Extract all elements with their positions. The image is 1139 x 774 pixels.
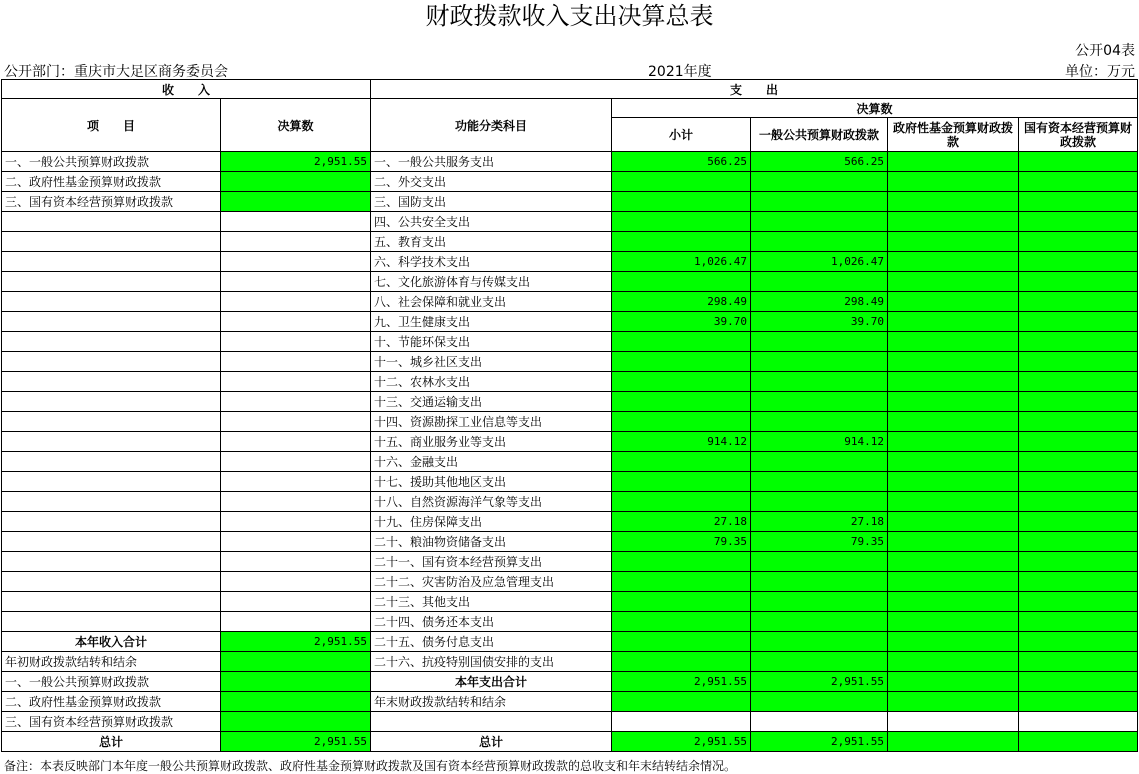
- expense-state-capital: [1019, 632, 1138, 652]
- expense-general: [751, 612, 888, 632]
- table-row: [2, 332, 1138, 352]
- expense-state-capital: [1019, 652, 1138, 672]
- expense-gov-fund: [888, 312, 1019, 332]
- expense-gov-fund: [888, 252, 1019, 272]
- expense-subtotal: [612, 392, 751, 412]
- beginning-sub-value: [221, 672, 371, 692]
- expense-gov-fund: [888, 612, 1019, 632]
- expense-label: 五、教育支出: [371, 232, 612, 252]
- expense-state-capital: [1019, 412, 1138, 432]
- expense-state-capital: [1019, 532, 1138, 552]
- income-label-empty: [2, 352, 221, 372]
- expense-state-capital: [1019, 152, 1138, 172]
- expense-label: 二十、粮油物资储备支出: [371, 532, 612, 552]
- expense-total-subtotal: 2,951.55: [612, 672, 751, 692]
- expense-label: 二十四、债务还本支出: [371, 612, 612, 632]
- expense-general: [751, 492, 888, 512]
- expense-general: [751, 372, 888, 392]
- income-label: 二、政府性基金预算财政拨款: [2, 172, 221, 192]
- expense-state-capital: [1019, 352, 1138, 372]
- beginning-sub-label: 三、国有资本经营预算财政拨款: [2, 712, 221, 732]
- expense-general: [751, 472, 888, 492]
- expense-state-capital: [1019, 452, 1138, 472]
- expense-general: [751, 232, 888, 252]
- expense-state-capital: [1019, 192, 1138, 212]
- income-value-empty: [221, 312, 371, 332]
- expense-subtotal: [612, 172, 751, 192]
- expense-subtotal: [612, 232, 751, 252]
- expense-label: 十八、自然资源海洋气象等支出: [371, 492, 612, 512]
- expense-subtotal: 79.35: [612, 532, 751, 552]
- income-value-empty: [221, 292, 371, 312]
- table-row: [2, 312, 1138, 332]
- income-label-empty: [2, 552, 221, 572]
- expense-gov-fund: [888, 632, 1019, 652]
- income-label-empty: [2, 532, 221, 552]
- income-value-empty: [221, 252, 371, 272]
- expense-state-capital: [1019, 492, 1138, 512]
- beginning-sub-value: [221, 712, 371, 732]
- income-value-empty: [221, 212, 371, 232]
- expense-label: 二十一、国有资本经营预算支出: [371, 552, 612, 572]
- blank-subtotal: [612, 712, 751, 732]
- expense-gov-fund: [888, 492, 1019, 512]
- expense-label: 四、公共安全支出: [371, 212, 612, 232]
- expense-subtotal: 298.49: [612, 292, 751, 312]
- table-row: [2, 672, 1138, 692]
- expense-gov-fund: [888, 272, 1019, 292]
- expense-state-capital: [1019, 612, 1138, 632]
- expense-header: 支 出: [371, 80, 1138, 99]
- final-header: 决算数: [612, 99, 1138, 118]
- blank-state-capital: [1019, 712, 1138, 732]
- income-value-empty: [221, 552, 371, 572]
- table-row: [2, 192, 1138, 212]
- beginning-balance-value: [221, 652, 371, 672]
- table-row: [2, 392, 1138, 412]
- table-row: [2, 352, 1138, 372]
- expense-subtotal: [612, 352, 751, 372]
- expense-label: 二十二、灾害防治及应急管理支出: [371, 572, 612, 592]
- expense-label: 十五、商业服务业等支出: [371, 432, 612, 452]
- expense-state-capital: [1019, 572, 1138, 592]
- item-header: 项 目: [2, 99, 221, 152]
- ending-balance-label: 年末财政拨款结转和结余: [371, 692, 612, 712]
- department-label: 公开部门：重庆市大足区商务委员会: [4, 64, 228, 80]
- report-title: 财政拨款收入支出决算总表: [425, 2, 714, 30]
- expense-state-capital: [1019, 592, 1138, 612]
- expense-gov-fund: [888, 572, 1019, 592]
- table-row: [2, 472, 1138, 492]
- income-label-empty: [2, 492, 221, 512]
- expense-label: 十二、农林水支出: [371, 372, 612, 392]
- expense-general: [751, 552, 888, 572]
- expense-label: 十六、金融支出: [371, 452, 612, 472]
- income-value-empty: [221, 592, 371, 612]
- expense-total-label: 本年支出合计: [371, 672, 612, 692]
- expense-gov-fund: [888, 372, 1019, 392]
- table-row: [2, 372, 1138, 392]
- general-header: 一般公共预算财政拨款: [751, 118, 888, 152]
- expense-general: [751, 352, 888, 372]
- table-row: [2, 552, 1138, 572]
- table-row: [2, 412, 1138, 432]
- income-value-empty: [221, 272, 371, 292]
- income-value-empty: [221, 452, 371, 472]
- expense-gov-fund: [888, 432, 1019, 452]
- expense-general: [751, 572, 888, 592]
- income-header: 收 入: [2, 80, 371, 99]
- income-value-empty: [221, 572, 371, 592]
- expense-state-capital: [1019, 232, 1138, 252]
- expense-subtotal: [612, 632, 751, 652]
- grand-total-income-label: 总计: [2, 732, 221, 752]
- expense-state-capital: [1019, 472, 1138, 492]
- income-value: [221, 192, 371, 212]
- income-label-empty: [2, 292, 221, 312]
- expense-subtotal: [612, 572, 751, 592]
- table-row: [2, 172, 1138, 192]
- income-value-empty: [221, 372, 371, 392]
- grand-total-income: 2,951.55: [221, 732, 371, 752]
- table-row: [2, 632, 1138, 652]
- expense-total-gov-fund: [888, 672, 1019, 692]
- expense-state-capital: [1019, 372, 1138, 392]
- blank-label: [371, 712, 612, 732]
- income-label-empty: [2, 272, 221, 292]
- expense-general: 566.25: [751, 152, 888, 172]
- ending-state-capital: [1019, 692, 1138, 712]
- expense-general: 1,026.47: [751, 252, 888, 272]
- expense-subtotal: [612, 332, 751, 352]
- table-row: [2, 612, 1138, 632]
- expense-state-capital: [1019, 212, 1138, 232]
- table-row: [2, 712, 1138, 732]
- table-row: [2, 212, 1138, 232]
- income-value-empty: [221, 472, 371, 492]
- form-number: 公开04表: [1075, 43, 1135, 59]
- expense-state-capital: [1019, 252, 1138, 272]
- expense-gov-fund: [888, 352, 1019, 372]
- expense-subtotal: 566.25: [612, 152, 751, 172]
- expense-general: [751, 412, 888, 432]
- expense-label: 二十六、抗疫特别国债安排的支出: [371, 652, 612, 672]
- expense-subtotal: 27.18: [612, 512, 751, 532]
- state-capital-header: 国有资本经营预算财政拨款: [1019, 118, 1138, 152]
- blank-general: [751, 712, 888, 732]
- expense-subtotal: 39.70: [612, 312, 751, 332]
- expense-general: 27.18: [751, 512, 888, 532]
- beginning-sub-label: 一、一般公共预算财政拨款: [2, 672, 221, 692]
- expense-gov-fund: [888, 292, 1019, 312]
- expense-gov-fund: [888, 212, 1019, 232]
- expense-label: 八、社会保障和就业支出: [371, 292, 612, 312]
- grand-total-row: [2, 732, 1138, 752]
- gov-fund-header: 政府性基金预算财政拨款: [888, 118, 1019, 152]
- expense-gov-fund: [888, 532, 1019, 552]
- grand-total-general: 2,951.55: [751, 732, 888, 752]
- table-row: [2, 532, 1138, 552]
- grand-total-state-capital: [1019, 732, 1138, 752]
- income-label-empty: [2, 572, 221, 592]
- expense-subtotal: [612, 192, 751, 212]
- expense-subtotal: [612, 452, 751, 472]
- expense-general: 39.70: [751, 312, 888, 332]
- beginning-sub-value: [221, 692, 371, 712]
- expense-general: [751, 332, 888, 352]
- expense-label: 一、一般公共服务支出: [371, 152, 612, 172]
- expense-subtotal: [612, 612, 751, 632]
- income-label-empty: [2, 312, 221, 332]
- income-label-empty: [2, 412, 221, 432]
- income-value: [221, 172, 371, 192]
- expense-subtotal: [612, 592, 751, 612]
- income-label-empty: [2, 332, 221, 352]
- beginning-balance-label: 年初财政拨款结转和结余: [2, 652, 221, 672]
- income-value-empty: [221, 392, 371, 412]
- expense-gov-fund: [888, 332, 1019, 352]
- expense-label: 十、节能环保支出: [371, 332, 612, 352]
- expense-gov-fund: [888, 232, 1019, 252]
- expense-label: 三、国防支出: [371, 192, 612, 212]
- income-label-empty: [2, 372, 221, 392]
- expense-general: [751, 632, 888, 652]
- income-value-empty: [221, 232, 371, 252]
- income-value-empty: [221, 332, 371, 352]
- table-row: [2, 452, 1138, 472]
- table-row: [2, 232, 1138, 252]
- income-label: 一、一般公共预算财政拨款: [2, 152, 221, 172]
- expense-state-capital: [1019, 292, 1138, 312]
- income-total-value: 2,951.55: [221, 632, 371, 652]
- expense-total-state-capital: [1019, 672, 1138, 692]
- amount-header: 决算数: [221, 99, 371, 152]
- expense-subtotal: 1,026.47: [612, 252, 751, 272]
- expense-gov-fund: [888, 192, 1019, 212]
- expense-general: [751, 652, 888, 672]
- expense-label: 十九、住房保障支出: [371, 512, 612, 532]
- income-label-empty: [2, 392, 221, 412]
- expense-gov-fund: [888, 412, 1019, 432]
- expense-label: 七、文化旅游体育与传媒支出: [371, 272, 612, 292]
- income-value-empty: [221, 532, 371, 552]
- table-row: [2, 252, 1138, 272]
- income-value-empty: [221, 512, 371, 532]
- expense-label: 二十五、债务付息支出: [371, 632, 612, 652]
- expense-gov-fund: [888, 552, 1019, 572]
- expense-label: 十一、城乡社区支出: [371, 352, 612, 372]
- ending-general: [751, 692, 888, 712]
- expense-label: 六、科学技术支出: [371, 252, 612, 272]
- expense-gov-fund: [888, 392, 1019, 412]
- expense-general: [751, 192, 888, 212]
- expense-label: 十七、援助其他地区支出: [371, 472, 612, 492]
- income-value-empty: [221, 612, 371, 632]
- expense-subtotal: [612, 652, 751, 672]
- income-value-empty: [221, 492, 371, 512]
- income-value-empty: [221, 412, 371, 432]
- expense-gov-fund: [888, 172, 1019, 192]
- income-label-empty: [2, 232, 221, 252]
- expense-general: 79.35: [751, 532, 888, 552]
- table-row: [2, 272, 1138, 292]
- income-value-empty: [221, 352, 371, 372]
- func-header: 功能分类科目: [371, 99, 612, 152]
- expense-state-capital: [1019, 312, 1138, 332]
- expense-general: 298.49: [751, 292, 888, 312]
- expense-gov-fund: [888, 512, 1019, 532]
- expense-total-general: 2,951.55: [751, 672, 888, 692]
- ending-gov-fund: [888, 692, 1019, 712]
- expense-general: [751, 592, 888, 612]
- income-label: 三、国有资本经营预算财政拨款: [2, 192, 221, 212]
- expense-state-capital: [1019, 512, 1138, 532]
- expense-general: [751, 172, 888, 192]
- expense-subtotal: [612, 372, 751, 392]
- grand-total-subtotal: 2,951.55: [612, 732, 751, 752]
- expense-gov-fund: [888, 592, 1019, 612]
- beginning-sub-label: 二、政府性基金预算财政拨款: [2, 692, 221, 712]
- expense-subtotal: 914.12: [612, 432, 751, 452]
- income-label-empty: [2, 592, 221, 612]
- table-row: [2, 692, 1138, 712]
- income-label-empty: [2, 252, 221, 272]
- income-label-empty: [2, 452, 221, 472]
- expense-subtotal: [612, 552, 751, 572]
- expense-label: 十三、交通运输支出: [371, 392, 612, 412]
- expense-label: 二十三、其他支出: [371, 592, 612, 612]
- income-label-empty: [2, 472, 221, 492]
- grand-total-gov-fund: [888, 732, 1019, 752]
- expense-state-capital: [1019, 392, 1138, 412]
- table-row: [2, 292, 1138, 312]
- expense-gov-fund: [888, 472, 1019, 492]
- table-row: [2, 492, 1138, 512]
- expense-subtotal: [612, 272, 751, 292]
- expense-state-capital: [1019, 332, 1138, 352]
- income-label-empty: [2, 212, 221, 232]
- table-row: [2, 652, 1138, 672]
- unit-label: 单位：万元: [1065, 64, 1135, 80]
- expense-general: [751, 272, 888, 292]
- income-label-empty: [2, 612, 221, 632]
- expense-state-capital: [1019, 552, 1138, 572]
- table-row: [2, 432, 1138, 452]
- subtotal-header: 小计: [612, 118, 751, 152]
- footnote: 备注：本表反映部门本年度一般公共预算财政拨款、政府性基金预算财政拨款及国有资本经营预算财政拨款的总收支和年末结转结余情况。: [4, 759, 737, 773]
- expense-general: 914.12: [751, 432, 888, 452]
- table-row: [2, 592, 1138, 612]
- income-value: 2,951.55: [221, 152, 371, 172]
- expense-gov-fund: [888, 152, 1019, 172]
- expense-general: [751, 392, 888, 412]
- blank-gov-fund: [888, 712, 1019, 732]
- grand-total-expense-label: 总计: [371, 732, 612, 752]
- expense-gov-fund: [888, 652, 1019, 672]
- table-row: [2, 512, 1138, 532]
- income-label-empty: [2, 432, 221, 452]
- expense-subtotal: [612, 472, 751, 492]
- table-row: [2, 152, 1138, 172]
- expense-subtotal: [612, 412, 751, 432]
- expense-state-capital: [1019, 432, 1138, 452]
- income-value-empty: [221, 432, 371, 452]
- expense-state-capital: [1019, 272, 1138, 292]
- income-label-empty: [2, 512, 221, 532]
- budget-table: [1, 79, 1138, 752]
- expense-subtotal: [612, 492, 751, 512]
- expense-gov-fund: [888, 452, 1019, 472]
- expense-general: [751, 212, 888, 232]
- expense-subtotal: [612, 212, 751, 232]
- expense-label: 九、卫生健康支出: [371, 312, 612, 332]
- expense-state-capital: [1019, 172, 1138, 192]
- fiscal-year: 2021年度: [648, 64, 712, 80]
- expense-label: 十四、资源勘探工业信息等支出: [371, 412, 612, 432]
- expense-general: [751, 452, 888, 472]
- income-total-label: 本年收入合计: [2, 632, 221, 652]
- expense-label: 二、外交支出: [371, 172, 612, 192]
- ending-subtotal: [612, 692, 751, 712]
- table-row: [2, 572, 1138, 592]
